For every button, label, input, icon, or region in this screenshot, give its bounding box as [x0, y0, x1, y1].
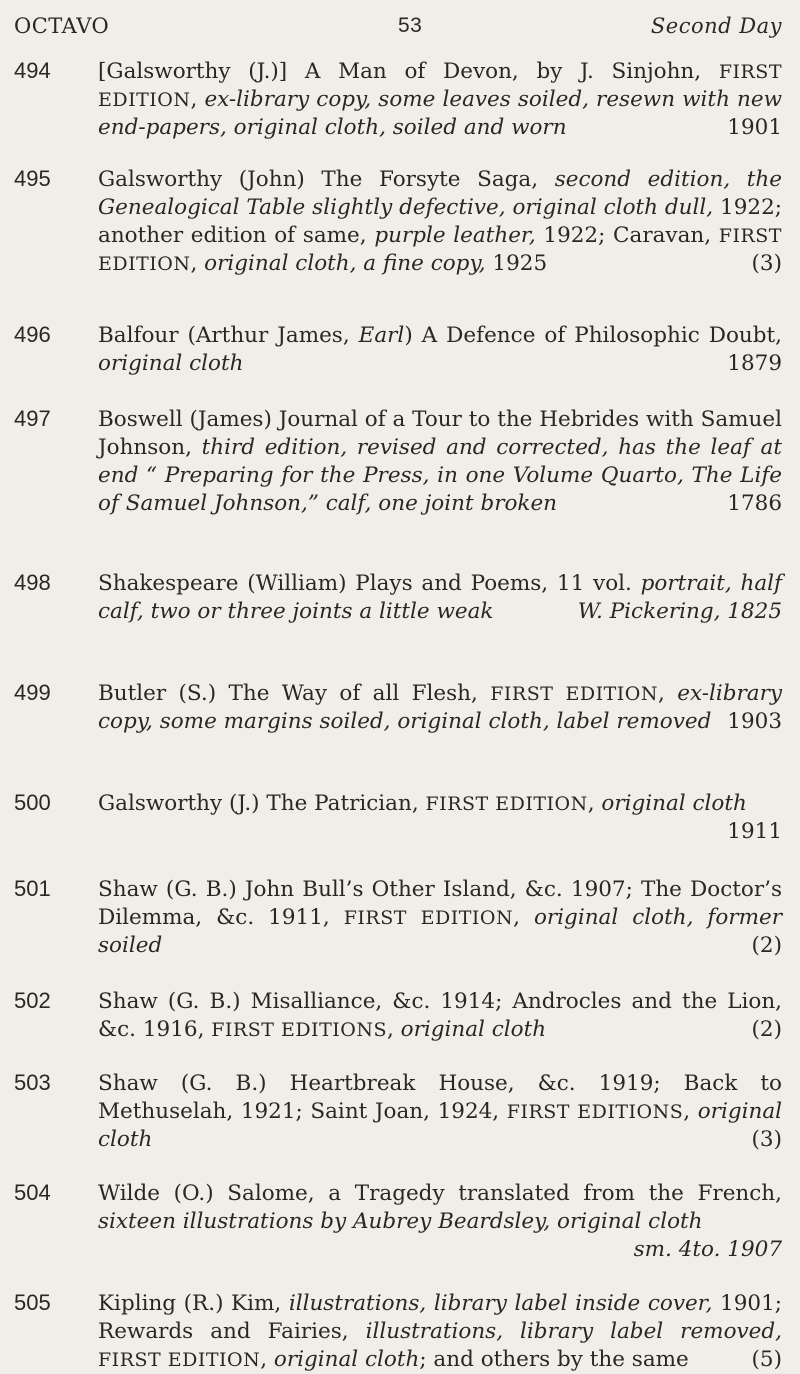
lot-number: 496: [14, 322, 51, 347]
lot-entry: [14, 1290, 782, 1374]
lot-text-segment: FIRST EDITION: [98, 61, 782, 111]
lot-text-segment: illustrations, library label inside cover,: [288, 1291, 713, 1316]
lot-date: 1786: [727, 491, 782, 516]
lot-text-segment: purple leather,: [374, 223, 536, 248]
lot-text-segment: third edition, revised and corrected, has the leaf at end “ Preparing for the Press, in one Volume Quarto, The Life of Samuel Johnson,” calf, one joint broken: [98, 435, 783, 516]
lot-number: 505: [14, 1290, 51, 1315]
lot-date: (3): [751, 1127, 782, 1152]
lot-number: 494: [14, 58, 51, 83]
lot-text-segment: ,: [658, 681, 678, 706]
lot-text-segment: 1901; Rewards and Fairies,: [98, 1291, 782, 1344]
page-number: 53: [398, 14, 423, 37]
lot-text-segment: ; and others by the same: [419, 1347, 689, 1372]
lot-entry: [14, 322, 782, 378]
lot-number: 504: [14, 1180, 51, 1205]
running-head: [14, 14, 782, 46]
lot-text-segment: original cloth, former soiled: [98, 905, 782, 958]
lot-description: [98, 680, 782, 736]
lot-entry: [14, 166, 782, 278]
lot-text-segment: [Galsworthy (J.)] A Man of Devon, by J. Sinjohn,: [98, 59, 719, 84]
lot-text-segment: 1925: [485, 251, 548, 276]
lot-text-segment: Balfour (Arthur James,: [98, 323, 359, 348]
lot-text-segment: ) A Defence of Philosophic Doubt,: [404, 323, 782, 348]
lot-number: 495: [14, 166, 51, 191]
lot-number: 502: [14, 988, 51, 1013]
lot-entry: [14, 1070, 782, 1154]
lot-description: [98, 790, 782, 844]
lot-entry: [14, 876, 782, 960]
lot-text-segment: FIRST EDITIONS: [211, 1019, 387, 1041]
lot-text-segment: FIRST EDITION: [98, 1349, 261, 1371]
lot-text-segment: 1922; Caravan,: [535, 223, 719, 248]
lot-description: [98, 58, 782, 142]
lot-entry: [14, 680, 782, 736]
lot-text-segment: ,: [190, 87, 205, 112]
lot-date: (2): [751, 933, 782, 958]
lot-entry: [14, 58, 782, 142]
lot-date: (2): [751, 1017, 782, 1042]
lot-text-segment: Shaw (G. B.) Heartbreak House, &c. 1919; Back to Methuselah, 1921; Saint Joan, 1924,: [98, 1071, 782, 1124]
lot-text-segment: FIRST EDITION: [98, 225, 782, 275]
lot-text-segment: ,: [190, 251, 205, 276]
lot-description: [98, 988, 782, 1044]
lot-date: (3): [751, 251, 782, 276]
lot-text-segment: Shakespeare (William) Plays and Poems, 11 vol.: [98, 571, 641, 596]
lot-date: 1911: [727, 819, 782, 844]
lot-text-segment: FIRST EDITION: [343, 907, 514, 929]
lot-text-segment: illustrations, library label removed,: [365, 1319, 782, 1344]
lot-text-segment: FIRST EDITIONS: [506, 1101, 684, 1123]
lot-text-segment: ,: [260, 1347, 274, 1372]
lot-number: 498: [14, 570, 51, 595]
lot-text-segment: original cloth: [98, 1099, 783, 1152]
lot-text-segment: Wilde (O.) Salome, a Tragedy translated from the French,: [98, 1181, 782, 1206]
lot-number: 499: [14, 680, 51, 705]
lot-date: 1903: [727, 709, 782, 734]
lot-date: (5): [751, 1347, 782, 1372]
lot-entry: [14, 988, 782, 1044]
lot-text-segment: Earl: [358, 323, 405, 348]
lot-text-segment: Galsworthy (John) The Forsyte Saga,: [98, 167, 555, 192]
day-label: Second Day: [650, 14, 782, 38]
lot-number: 503: [14, 1070, 51, 1095]
lot-text-segment: original cloth: [601, 791, 747, 816]
lot-entry: [14, 1180, 782, 1264]
lot-number: 497: [14, 406, 51, 431]
lot-description: [98, 1070, 782, 1154]
lot-text-segment: Boswell (James) Journal of a Tour to the Hebrides with Samuel Johnson,: [98, 407, 782, 460]
lot-description: [98, 406, 782, 518]
lot-entry: [14, 406, 782, 518]
lot-text-segment: Shaw (G. B.) Misalliance, &c. 1914; Androcles and the Lion, &c. 1916,: [98, 989, 782, 1042]
lot-number: 501: [14, 876, 51, 901]
lot-description: [98, 876, 782, 960]
lot-text-segment: Galsworthy (J.) The Patrician,: [98, 791, 426, 816]
lot-text-segment: ,: [683, 1099, 698, 1124]
lot-text-segment: ,: [587, 791, 602, 816]
lot-entry: [14, 570, 782, 626]
lot-date: 1901: [727, 115, 782, 140]
lot-text-segment: ,: [386, 1017, 401, 1042]
lot-description: [98, 322, 782, 378]
lot-text-segment: original cloth: [273, 1347, 420, 1372]
lot-text-segment: FIRST EDITION: [490, 683, 658, 705]
lot-text-segment: original cloth: [400, 1017, 547, 1042]
lot-number: 500: [14, 790, 51, 815]
lot-date: W. Pickering, 1825: [577, 599, 782, 624]
lot-text-segment: portrait, half calf, two or three joints a little weak: [98, 571, 782, 624]
lot-text-segment: second edition, the Genealogical Table slightly defective, original cloth dull,: [98, 167, 782, 220]
lot-text-segment: original cloth: [98, 351, 244, 376]
lot-text-segment: ex-library copy, some leaves soiled, resewn with new end-papers, original cloth, soiled and worn: [98, 87, 782, 140]
lot-text-segment: sixteen illustrations by Aubrey Beardsley, original cloth: [98, 1209, 703, 1234]
lot-text-segment: FIRST EDITION: [425, 793, 588, 815]
lot-date: sm. 4to. 1907: [633, 1237, 782, 1262]
lot-text-segment: Shaw (G. B.) John Bull’s Other Island, &c. 1907; The Doctor’s Dilemma, &c. 1911,: [98, 877, 782, 930]
lot-description: [98, 166, 782, 278]
lot-description: [98, 570, 782, 626]
lot-description: [98, 1180, 782, 1262]
lot-text-segment: 1922; another edition of same,: [98, 195, 782, 248]
lot-text-segment: original cloth, a fine copy,: [204, 251, 486, 276]
lot-description: [98, 1290, 782, 1374]
lot-date: 1879: [727, 351, 782, 376]
lot-text-segment: Butler (S.) The Way of all Flesh,: [98, 681, 491, 706]
lot-text-segment: Kipling (R.) Kim,: [98, 1291, 289, 1316]
lot-entry: [14, 790, 782, 846]
lot-text-segment: ,: [513, 905, 534, 930]
section-title: OCTAVO: [14, 14, 110, 38]
lot-text-segment: ex-library copy, some margins soiled, original cloth, label removed: [98, 681, 782, 734]
